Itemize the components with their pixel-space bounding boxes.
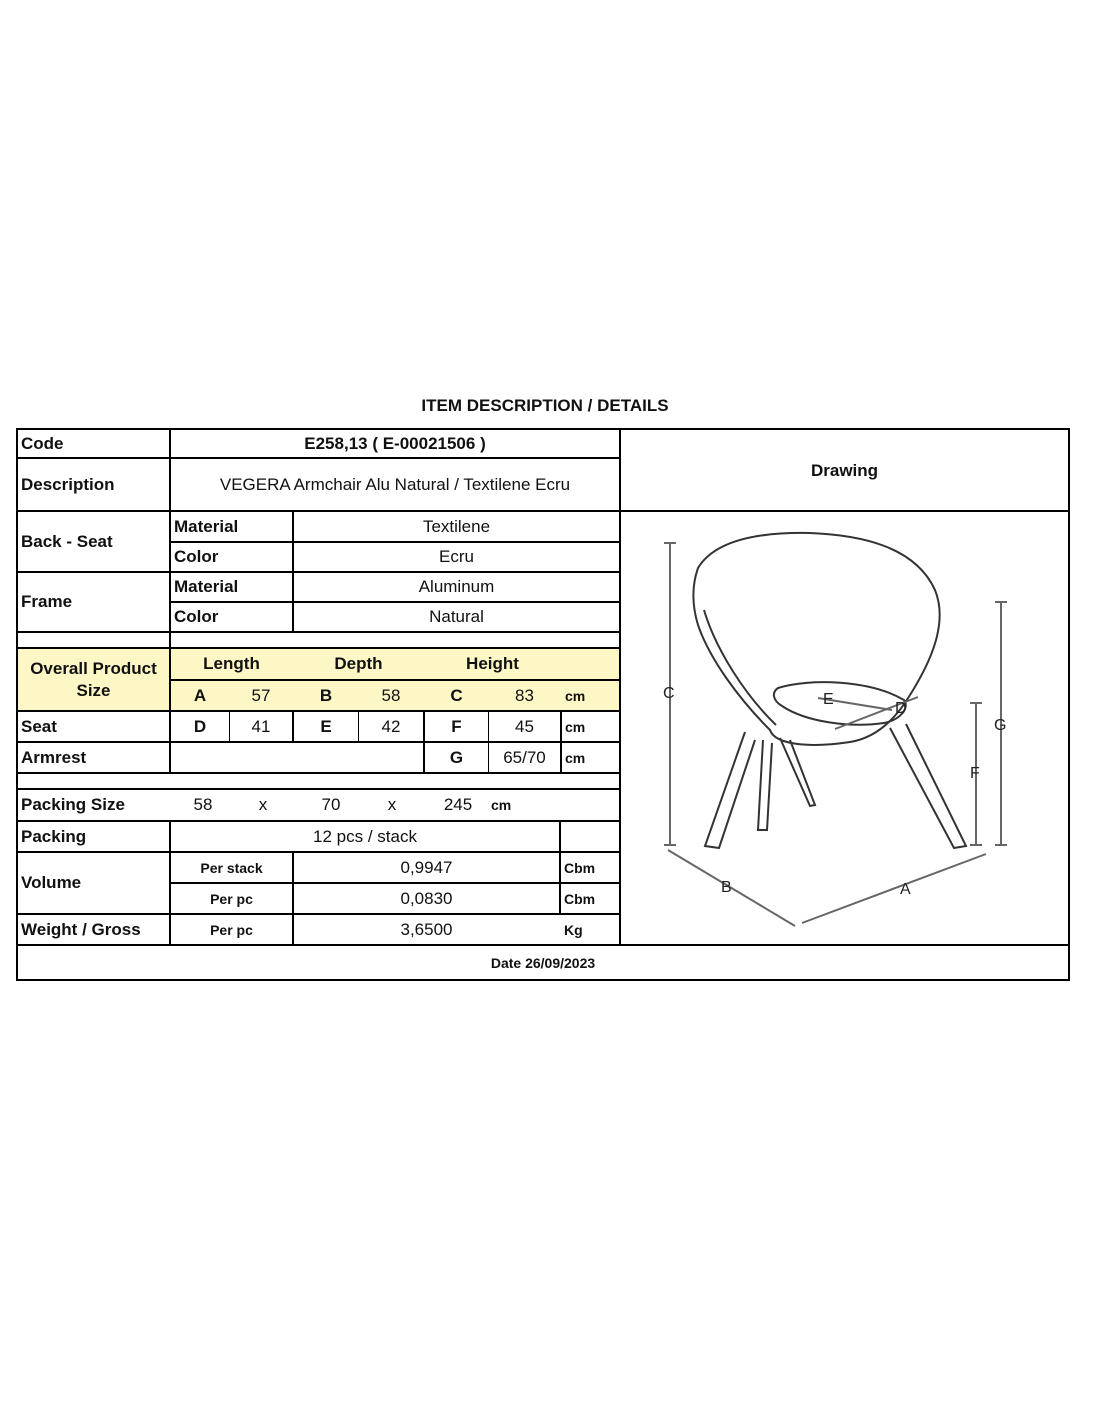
dim-d-value: 41 — [251, 716, 271, 736]
seat-unit: cm — [565, 718, 586, 735]
dim-a-key: A — [193, 685, 207, 705]
code-value: E258,13 ( E-00021506 ) — [304, 433, 486, 453]
chair-seat — [774, 682, 906, 725]
weight-unit: Kg — [564, 921, 583, 938]
volume-per-stack-unit: Cbm — [564, 859, 596, 876]
volume-per-stack-value: 0,9947 — [400, 857, 453, 877]
back-seat-color: Ecru — [439, 547, 474, 566]
weight-per-pc-value: 3,6500 — [400, 919, 453, 939]
dim-c-value: 83 — [515, 685, 534, 705]
back-seat-material: Textilene — [422, 516, 491, 536]
drawing-label-b: B — [721, 879, 732, 896]
length-header: Length — [203, 654, 260, 673]
frame-color: Natural — [429, 607, 484, 626]
dim-b-key: B — [319, 685, 333, 705]
chair-drawing — [620, 510, 1070, 944]
frame-material: Aluminum — [418, 577, 495, 596]
volume-label: Volume — [21, 873, 82, 892]
overall-unit: cm — [565, 687, 586, 704]
dim-e-value: 42 — [381, 716, 401, 736]
overall-size-label: Overall Product Size — [30, 658, 157, 700]
drawing-label-g: G — [994, 717, 1007, 734]
packing-size-label: Packing Size — [21, 795, 125, 814]
drawing-label-a: A — [900, 881, 911, 898]
page-title: ITEM DESCRIPTION / DETAILS — [421, 396, 669, 415]
volume-per-pc-unit: Cbm — [564, 890, 596, 907]
packing-label: Packing — [21, 826, 87, 846]
packing-size-unit: cm — [491, 797, 512, 813]
packing-size-height: 245 — [443, 795, 473, 814]
dim-g-value: 65/70 — [503, 747, 546, 767]
date-footer: Date 26/09/2023 — [490, 954, 596, 971]
depth-header: Depth — [334, 654, 383, 673]
drawing-label-e: E — [823, 691, 834, 708]
dim-c-key: C — [450, 685, 463, 705]
packing-size-sep2: x — [387, 795, 397, 814]
dim-line-a — [802, 854, 986, 923]
description-value: VEGERA Armchair Alu Natural / Textilene Ecru — [219, 474, 571, 494]
packing-size-sep1: x — [258, 795, 268, 814]
seat-label: Seat — [21, 716, 57, 736]
packing-value: 12 pcs / stack — [313, 826, 417, 846]
frame-color-label: Color — [174, 607, 219, 626]
chair-leg-back-right — [890, 724, 966, 848]
dim-g-key: G — [449, 747, 464, 767]
frame-label: Frame — [21, 592, 73, 611]
volume-per-stack-label: Per stack — [200, 859, 263, 876]
chair-leg-front-mid — [758, 740, 772, 830]
dim-a-value: 57 — [251, 685, 271, 705]
chair-leg-inner — [780, 738, 815, 806]
dim-f-value: 45 — [515, 716, 534, 736]
volume-per-pc-label: Per pc — [210, 890, 253, 907]
drawing-label-f: F — [970, 765, 980, 782]
back-seat-label: Back - Seat — [21, 531, 113, 551]
drawing-label: Drawing — [810, 461, 879, 480]
code-label: Code — [21, 433, 64, 453]
weight-label: Weight / Gross — [21, 919, 141, 939]
dim-d-key: D — [193, 716, 207, 736]
dim-f-key: F — [451, 716, 462, 736]
frame-material-label: Material — [174, 577, 239, 596]
dim-b-value: 58 — [381, 685, 401, 705]
packing-size-width: 70 — [321, 795, 341, 814]
volume-per-pc-value: 0,0830 — [400, 888, 453, 908]
armrest-unit: cm — [565, 749, 586, 766]
back-seat-material-label: Material — [174, 516, 239, 536]
armrest-label: Armrest — [21, 747, 87, 767]
chair-leg-front-left — [705, 732, 755, 848]
packing-size-length: 58 — [193, 795, 213, 814]
back-seat-color-label: Color — [174, 547, 219, 566]
dim-e-key: E — [320, 716, 332, 736]
chair-shell-inner — [704, 610, 776, 725]
description-label: Description — [21, 474, 115, 494]
drawing-label-c: C — [663, 685, 675, 702]
weight-per-pc-label: Per pc — [210, 921, 253, 938]
drawing-label-d: D — [895, 700, 907, 717]
height-header: Height — [466, 654, 519, 673]
